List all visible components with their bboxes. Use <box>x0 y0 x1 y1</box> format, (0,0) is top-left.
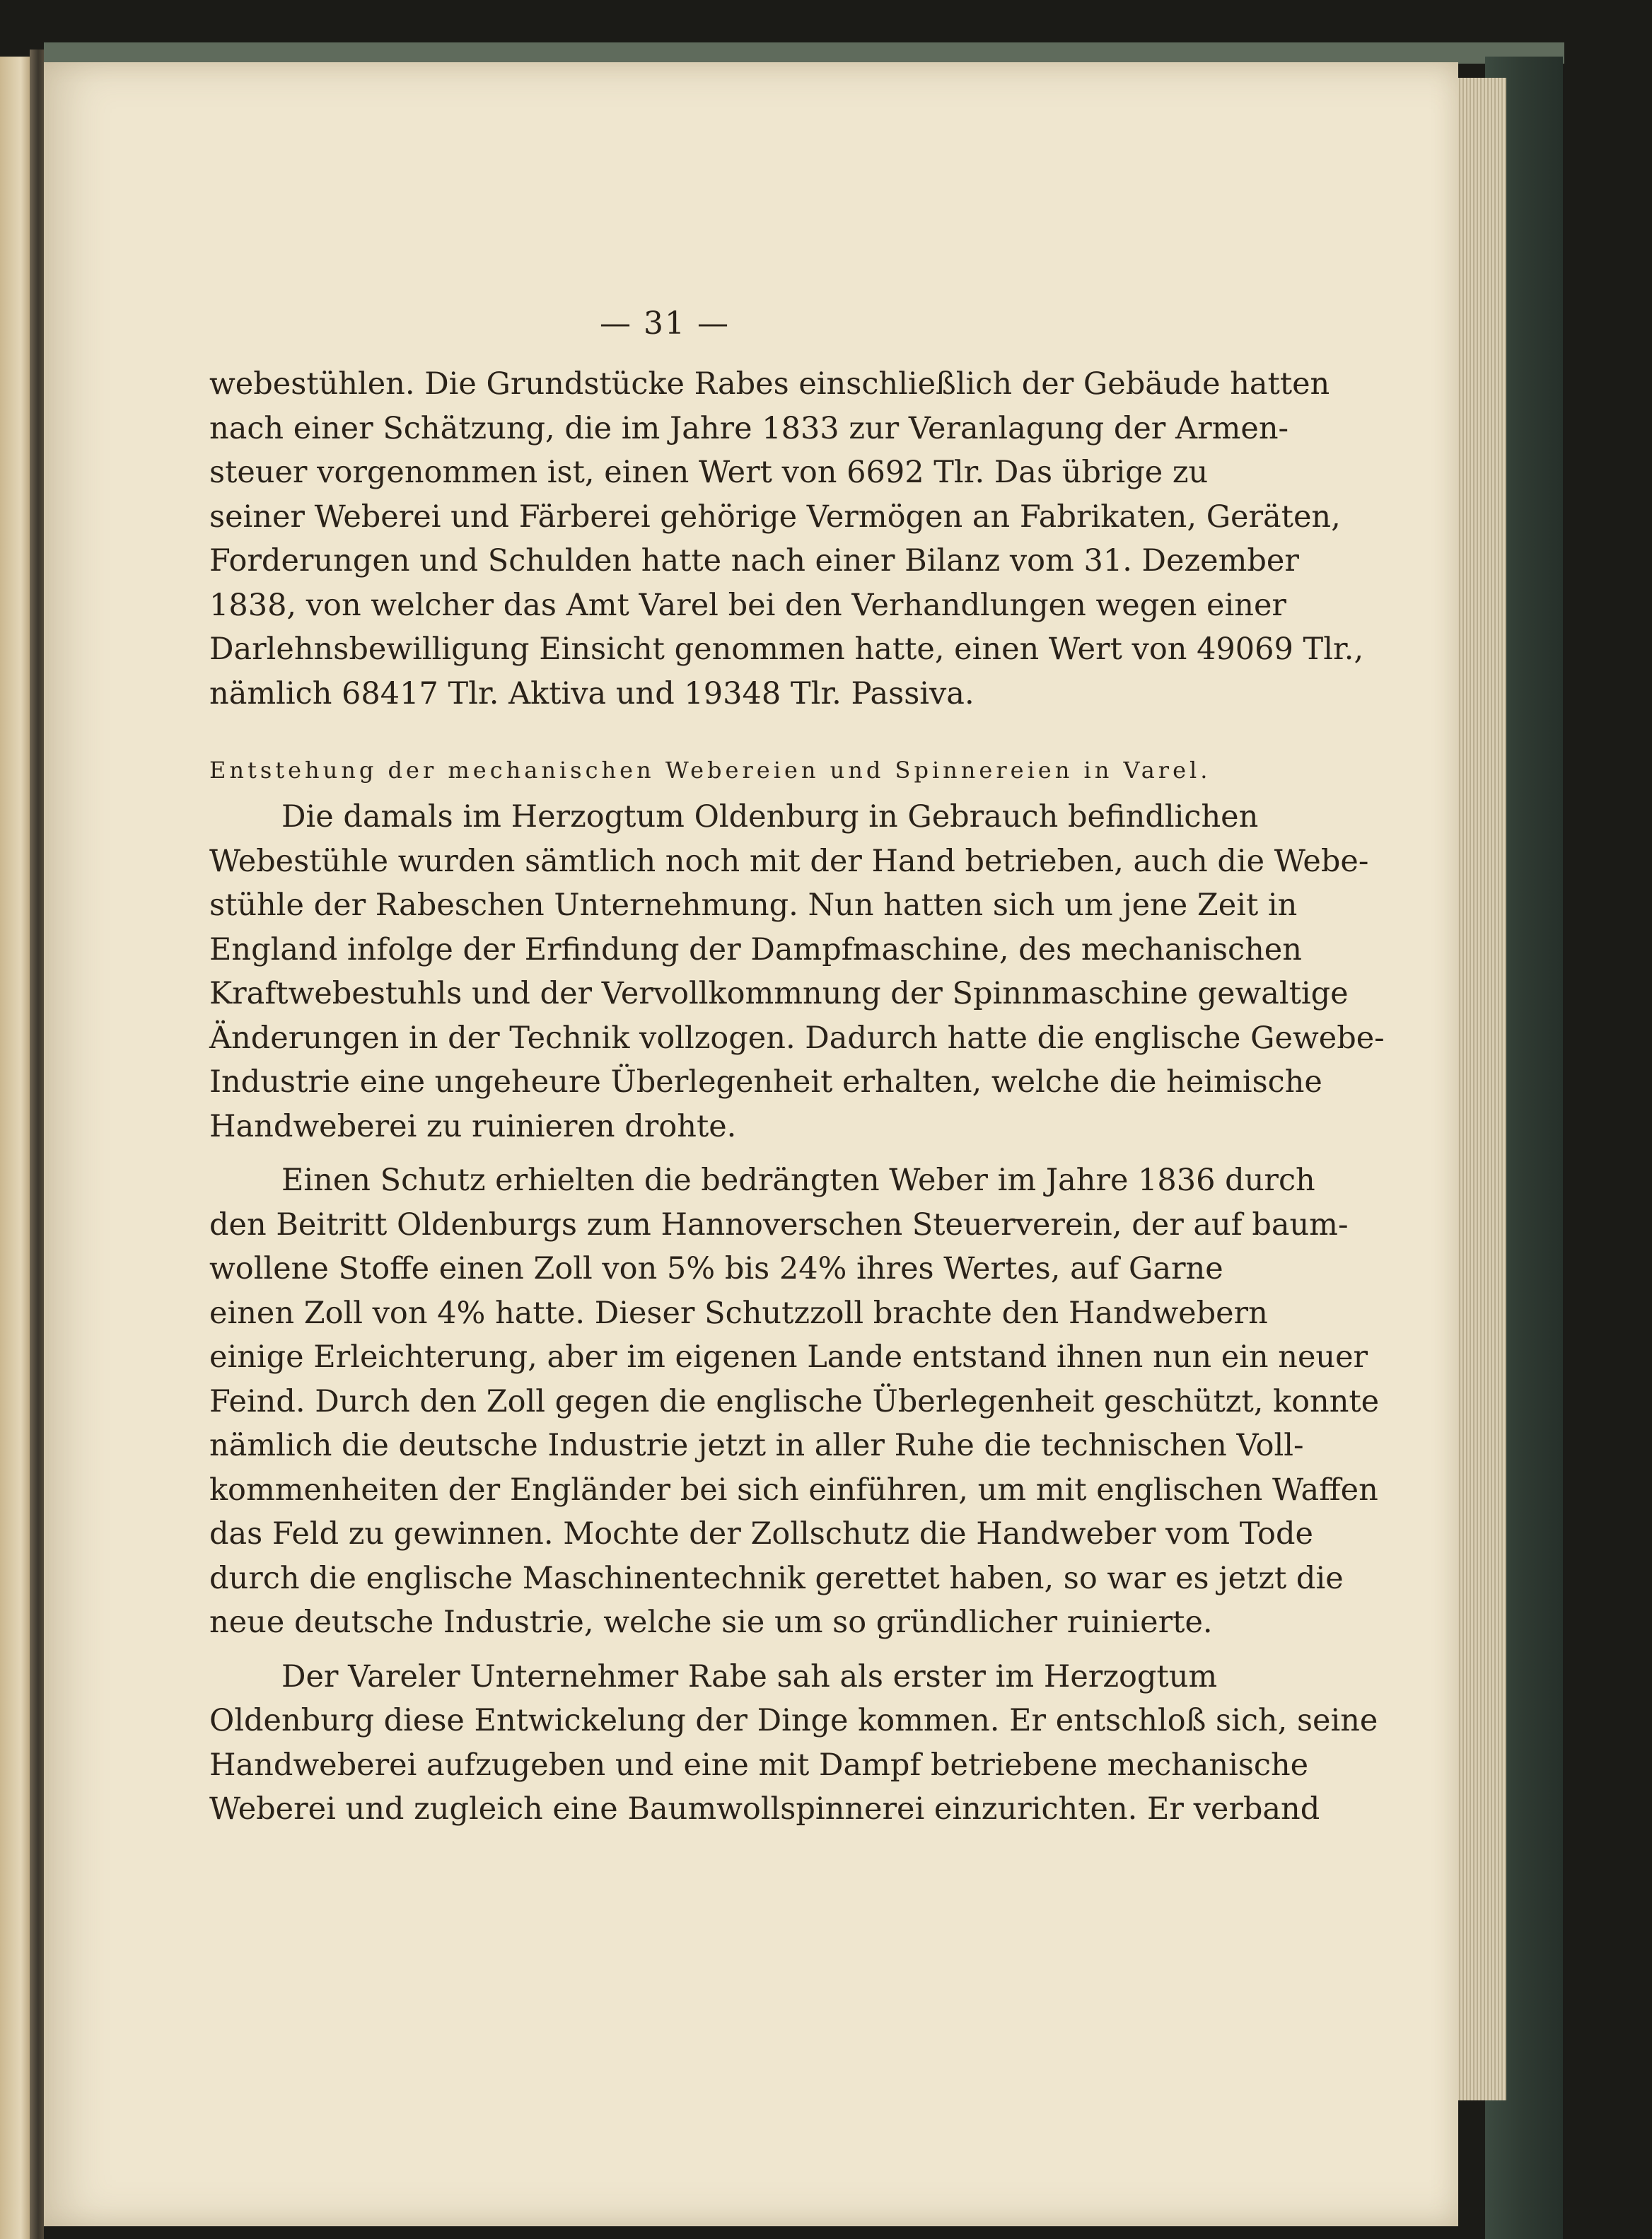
facing-page-edge <box>0 57 30 2239</box>
text-line: das Feld zu gewinnen. Mochte der Zollschutz die Handweber vom Tode <box>209 1516 1313 1552</box>
section-heading: Entstehung der mechanischen Webereien und Spinnereien in Varel. <box>209 757 1211 784</box>
text-line: kommenheiten der Engländer bei sich einführen, um mit englischen Waffen <box>209 1472 1378 1508</box>
text-line: steuer vorgenommen ist, einen Wert von 6692 Tlr. Das übrige zu <box>209 455 1209 490</box>
text-line: Änderungen in der Technik vollzogen. Dadurch hatte die englische Gewebe- <box>209 1020 1385 1056</box>
page-text-block <box>209 362 1385 1832</box>
continued-paragraph <box>209 362 1364 716</box>
text-line: einen Zoll von 4% hatte. Dieser Schutzzoll brachte den Handwebern <box>209 1295 1268 1331</box>
text-line: durch die englische Maschinentechnik gerettet haben, so war es jetzt die <box>209 1560 1344 1596</box>
page-number: — 31 — <box>600 306 730 342</box>
text-line: Handweberei zu ruinieren drohte. <box>209 1108 737 1144</box>
text-line: Handweberei aufzugeben und eine mit Dampf betriebene mechanische <box>209 1747 1309 1783</box>
text-line: Darlehnsbewilligung Einsicht genommen hatte, einen Wert von 49069 Tlr., <box>209 632 1364 667</box>
text-line: Kraftwebestuhls und der Vervollkommnung der Spinnmaschine gewaltige <box>209 976 1349 1011</box>
text-line: den Beitritt Oldenburgs zum Hannoverschen Steuerverein, der auf baum- <box>209 1206 1349 1243</box>
text-line: einige Erleichterung, aber im eigenen Lande entstand ihnen nun ein neuer <box>209 1339 1368 1375</box>
body-paragraph <box>209 795 1385 1148</box>
text-line: Feind. Durch den Zoll gegen die englische Überlegenheit geschützt, konnte <box>209 1383 1380 1419</box>
text-line: nämlich die deutsche Industrie jetzt in aller Ruhe die technischen Voll- <box>209 1428 1304 1463</box>
text-line: nach einer Schätzung, die im Jahre 1833 zur Veranlagung der Armen- <box>209 410 1289 446</box>
book-gutter <box>30 50 44 2239</box>
text-line: 1838, von welcher das Amt Varel bei den Verhandlungen wegen einer <box>209 587 1286 623</box>
body-paragraph <box>209 1158 1380 1645</box>
text-line: Oldenburg diese Entwickelung der Dinge kommen. Er entschloß sich, seine <box>209 1703 1378 1738</box>
text-line: Webestühle wurden sämtlich noch mit der Hand betrieben, auch die Webe- <box>209 843 1369 879</box>
text-line: Weberei und zugleich eine Baumwollspinnerei einzurichten. Er verband <box>209 1791 1320 1827</box>
text-line: Die damals im Herzogtum Oldenburg in Gebrauch befindlichen <box>281 799 1259 834</box>
text-line: Forderungen und Schulden hatte nach einer Bilanz vom 31. Dezember <box>209 543 1299 578</box>
text-line: wollene Stoffe einen Zoll von 5% bis 24% ihres Wertes, auf Garne <box>209 1251 1223 1286</box>
book-cover-top-edge <box>44 42 1564 64</box>
text-line: stühle der Rabeschen Unternehmung. Nun hatten sich um jene Zeit in <box>209 888 1298 923</box>
text-line: seiner Weberei und Färberei gehörige Vermögen an Fabrikaten, Geräten, <box>209 499 1341 535</box>
text-line: webestühlen. Die Grundstücke Rabes einschließlich der Gebäude hatten <box>209 366 1330 402</box>
text-line: Industrie eine ungeheure Überlegenheit erhalten, welche die heimische <box>209 1064 1322 1100</box>
text-line: Der Vareler Unternehmer Rabe sah als erster im Herzogtum <box>281 1658 1218 1694</box>
body-paragraph <box>209 1655 1378 1832</box>
text-line: Einen Schutz erhielten die bedrängten Weber im Jahre 1836 durch <box>281 1163 1315 1198</box>
text-line: neue deutsche Industrie, welche sie um so gründlicher ruinierte. <box>209 1605 1213 1640</box>
text-line: England infolge der Erfindung der Dampfmaschine, des mechanischen <box>209 931 1302 967</box>
text-line: nämlich 68417 Tlr. Aktiva und 19348 Tlr. Passiva. <box>209 675 975 711</box>
